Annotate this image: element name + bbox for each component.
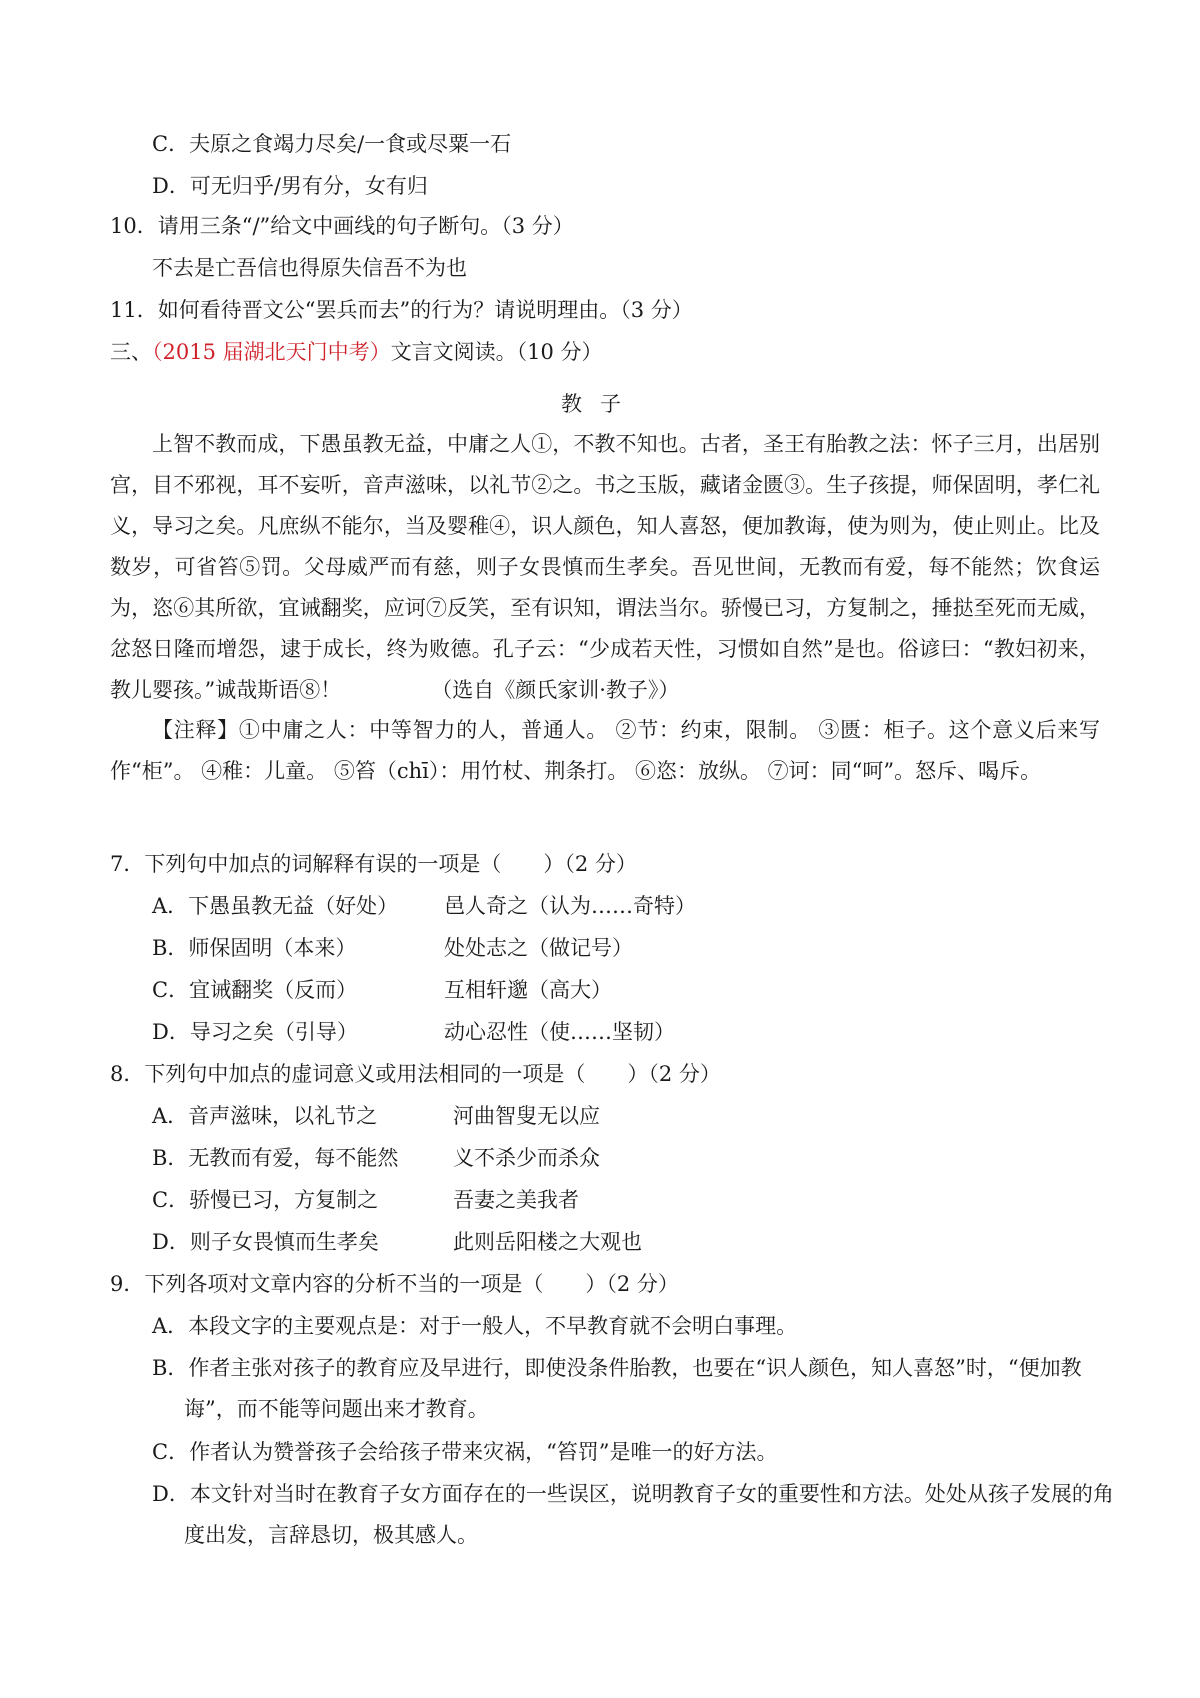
question-7-option-b-pair: 处处志之（做记号） bbox=[444, 936, 633, 960]
question-8-option-d-pair: 此则岳阳楼之大观也 bbox=[453, 1230, 642, 1254]
question-9-option-c: C．作者认为赞誉孩子会给孩子带来灾祸，“笞罚”是唯一的好方法。 bbox=[152, 1440, 778, 1464]
question-7-option-a-pair: 邑人奇之（认为……奇特） bbox=[444, 894, 696, 918]
section-3-heading bbox=[110, 338, 603, 366]
section-3-suffix: 文言文阅读。（10 分） bbox=[390, 340, 603, 364]
prev-option-c: C．夫原之食竭力尽矣/一食或尽粟一石 bbox=[152, 132, 512, 156]
question-8-option-d: D．则子女畏慎而生孝矣 bbox=[152, 1230, 379, 1254]
question-7-option-d-pair: 动心忍性（使……坚韧） bbox=[444, 1020, 675, 1044]
question-7-stem: 7．下列句中加点的词解释有误的一项是（ ）（2 分） bbox=[110, 852, 637, 876]
passage-source: （选自《颜氏家训·教子》） bbox=[431, 678, 680, 702]
question-9-option-b: B．作者主张对孩子的教育应及早进行，即使没条件胎教，也要在“识人颜色，知人喜怒”时，“便加教诲”，而不能等问题出来才教育。 bbox=[152, 1356, 1082, 1421]
prev-option-d: D．可无归乎/男有分，女有归 bbox=[152, 174, 428, 198]
question-8-option-a: A．音声滋味，以礼节之 bbox=[152, 1104, 378, 1128]
question-11-stem: 11．如何看待晋文公“罢兵而去”的行为？请说明理由。（3 分） bbox=[110, 298, 693, 322]
question-8-option-c: C．骄慢已习，方复制之 bbox=[152, 1188, 379, 1212]
question-9-option-d: D．本文针对当时在教育子女方面存在的一些误区，说明教育子女的重要性和方法。处处从孩子发展的角度出发，言辞恳切，极其感人。 bbox=[152, 1482, 1114, 1547]
section-3-prefix: 三、 bbox=[110, 340, 152, 364]
question-8-option-b: B．无教而有爱，每不能然 bbox=[152, 1146, 399, 1170]
question-8-option-b-pair: 义不杀少而杀众 bbox=[453, 1146, 600, 1170]
question-7-option-c-pair: 互相轩邈（高大） bbox=[444, 978, 612, 1002]
passage-title: 教子 bbox=[561, 392, 639, 416]
question-10-stem: 10．请用三条“/”给文中画线的句子断句。（3 分） bbox=[110, 214, 574, 238]
question-9-stem: 9．下列各项对文章内容的分析不当的一项是（ ）（2 分） bbox=[110, 1272, 679, 1296]
question-9-option-a: A．本段文字的主要观点是：对于一般人，不早教育就不会明白事理。 bbox=[152, 1314, 798, 1338]
section-3-source: （2015 届湖北天门中考） bbox=[152, 340, 391, 364]
question-7-option-a: A．下愚虽教无益（好处） bbox=[152, 894, 399, 918]
question-10-sentence: 不去是亡吾信也得原失信吾不为也 bbox=[152, 256, 467, 280]
passage-notes: 【注释】①中庸之人：中等智力的人，普通人。 ②节：约束，限制。 ③匮：柜子。这个意义后来写作“柜”。 ④稚：儿童。 ⑤笞（chī）：用竹杖、荆条打。 ⑥恣：放纵。 ⑦诃：同“呵”。怒斥、喝斥。 bbox=[110, 718, 1100, 783]
passage-text bbox=[110, 424, 1100, 711]
question-7-option-b: B．师保固明（本来） bbox=[152, 936, 357, 960]
question-7-option-c: C．宜诫翻奖（反而） bbox=[152, 978, 358, 1002]
question-7-option-d: D．导习之矣（引导） bbox=[152, 1020, 358, 1044]
question-8-option-c-pair: 吾妻之美我者 bbox=[453, 1188, 579, 1212]
question-8-option-a-pair: 河曲智叟无以应 bbox=[453, 1104, 600, 1128]
passage-body: 上智不教而成，下愚虽教无益，中庸之人①，不教不知也。古者，圣王有胎教之法：怀子三月，出居别宫，目不邪视，耳不妄听，音声滋味，以礼节②之。书之玉版，藏诸金匮③。生子孩提，师保固明，孝仁礼义，导习之矣。凡庶纵不能尔，当及婴稚④，识人颜色，知人喜怒，便加教诲，使为则为，使止则止。比及数岁，可省笞⑤罚。父母威严而有慈，则子女畏慎而生孝矣。吾见世间，无教而有爱，每不能然；饮食运为，恣⑥其所欲，宜诫翻奖，应诃⑦反笑，至有识知，谓法当尔。骄慢已习，方复制之，捶挞至死而无威，忿怒日隆而增怨，逮于成长，终为败德。孔子云：“少成若天性，习惯如自然”是也。俗谚曰：“教妇初来，教儿婴孩。”诚哉斯语⑧！ bbox=[110, 432, 1100, 702]
question-8-stem: 8．下列句中加点的虚词意义或用法相同的一项是（ ）（2 分） bbox=[110, 1062, 721, 1086]
